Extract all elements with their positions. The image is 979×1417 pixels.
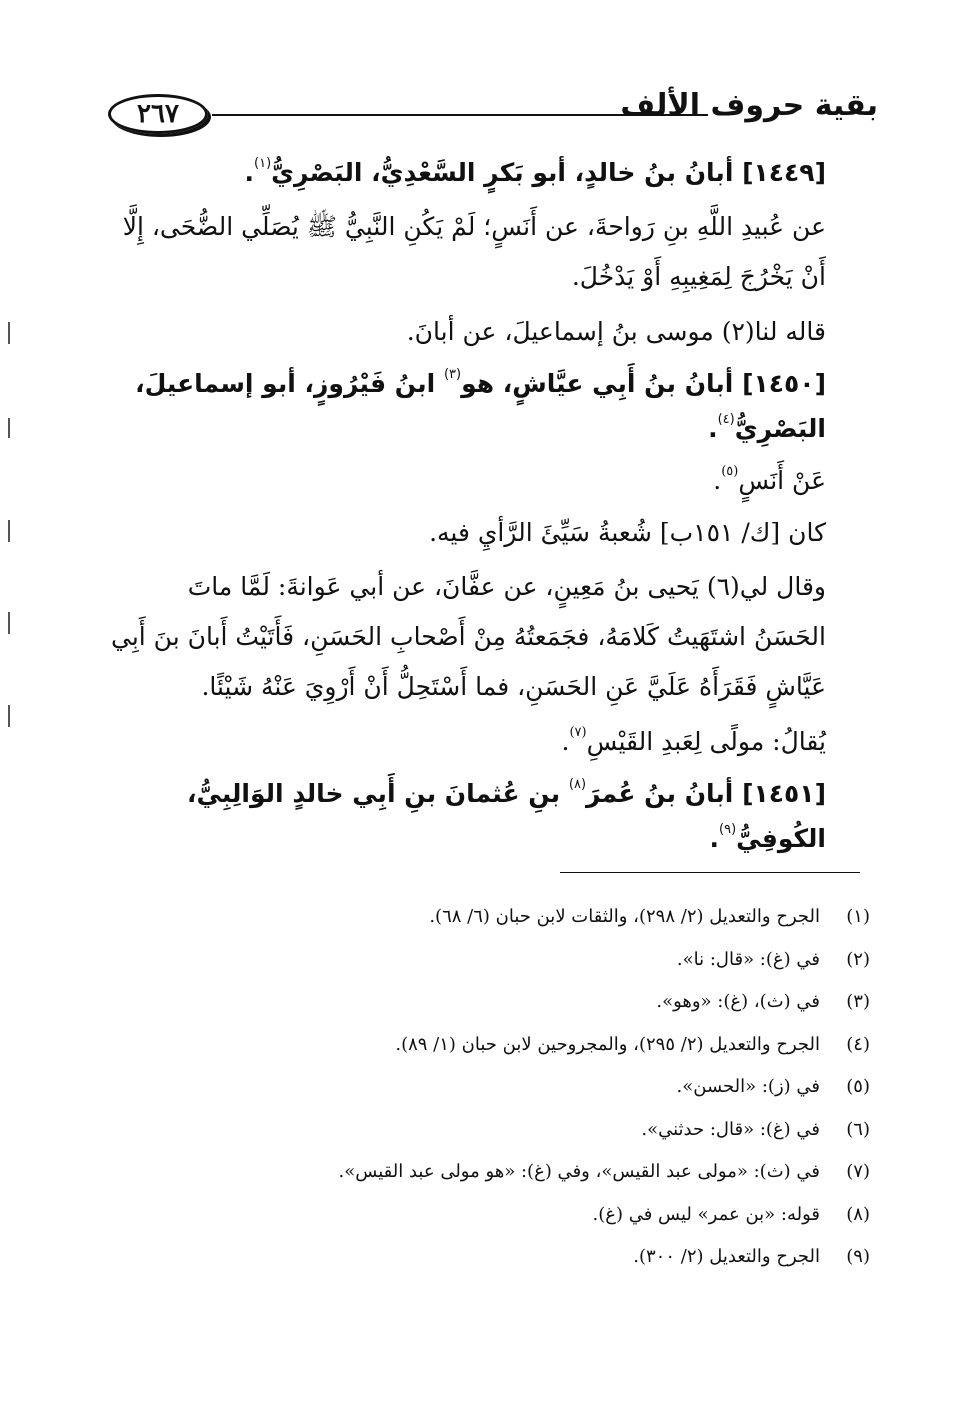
footnote [200,981,870,1023]
footnote-text: الجرح والتعديل (٢/ ٢٩٨)، والثقات لابن حبان (٦/ ٦٨). [429,906,820,927]
footnote-ref: (٧) [569,725,587,740]
running-title: بقية حروف الألف [620,88,878,123]
footnote-text: الجرح والتعديل (٢/ ٣٠٠). [633,1246,820,1267]
entry-heading-1449: [١٤٤٩] أبانُ بنُ خالدٍ، أبو بَكرٍ السَّعْدِيُّ، البَصْرِيُّ$^{(١)}$. [244,156,826,187]
footnote-number: (٦) [846,1118,870,1140]
footnote-ref: (٤) [717,412,735,427]
paragraph: عن عُبيدِ اللَّهِ بنِ رَواحةَ، عن أَنَسٍ؛ لَمْ يَكُنِ النَّبِيُّ ﷺ يُصَلِّي الضُّحَى، إِلَّا أَنْ يَخْرُجَ لِمَغِيبِهِ أَوْ يَدْخُلَ. [122,212,826,291]
footnote-number: (٨) [846,1203,870,1225]
footnote-text: في (غ): «قال: حدثني». [641,1118,820,1140]
footnote-number: (١) [846,906,870,927]
footnote-number: (٣) [846,991,870,1012]
scan-margin-mark [8,612,10,634]
entry-heading-1450: [١٤٥٠] أبانُ بنُ أَبِي عيَّاشٍ، هو$^{(٣)}$ ابنُ فَيْرُوزٍ، أبو إسماعيلَ، البَصْرِيُّ$^{(٤)}$. [135,367,826,443]
scan-margin-mark [8,705,10,727]
footnote-text: الجرح والتعديل (٢/ ٢٩٥)، والمجروحين لابن حبان (١/ ٨٩). [395,1033,820,1055]
paragraph: وقال لي(٦) يَحيى بنُ مَعِينٍ، عن عفَّانَ، عن أبي عَوانةَ: لَمَّا ماتَ الحَسَنُ اشتَهَيتُ كَلامَهُ، فجَمَعتُهُ مِنْ أَصْحابِ الحَسَنِ، فَأَتَيْتُ أَبانَ بنَ أَبِي عَيَّاشٍ فَقَرَأَهُ عَلَيَّ عَنِ الحَسَنِ، فما أَسْتَحِلُّ أَنْ أَرْوِيَ عَنْهُ شَيْئًا. [110,572,826,701]
footnote-separator [560,872,860,873]
footnote-text: في (غ): «قال: نا». [676,948,820,970]
footnote [200,1066,870,1108]
footnote-ref: (٩) [719,822,737,837]
footnote-number: (٥) [846,1076,870,1097]
footnote-number: (٧) [846,1161,870,1182]
footnote [200,939,870,981]
footnote-number: (٤) [846,1033,870,1055]
footnotes-list [200,896,870,1279]
scan-margin-mark [8,322,10,344]
page-header [108,88,878,140]
scan-margin-mark [8,418,10,438]
footnote-ref: (١) [254,156,272,171]
footnote-ref: (٥) [721,464,739,479]
footnote-text: في (ز): «الحسن». [676,1076,820,1097]
paragraph: كان [ك/ ١٥١ب] شُعبةُ سَيِّئَ الرَّأيِ فيه. [429,518,826,547]
main-text [108,150,878,868]
footnote [200,1194,870,1236]
paragraph: قاله لنا(٢) موسى بنُ إسماعيلَ، عن أبانَ. [406,317,826,346]
footnote [200,896,870,938]
footnote-text: قوله: «بن عمر» ليس في (غ). [592,1203,820,1225]
footnote [200,1151,870,1193]
footnote-number: (٢) [846,948,870,970]
entry-heading-1451: [١٤٥١] أبانُ بنُ عُمرَ$^{(٨)}$ بنِ عُثمانَ بنِ أَبِي خالدٍ الوَالِبِيُّ، الكُوفِيُّ$^{(٩)}$. [187,777,826,853]
footnote-text: في (ث)، (غ): «وهو». [656,991,820,1012]
footnote-text: في (ث): «مولى عبد القيس»، وفي (غ): «هو مولى عبد القيس». [338,1161,820,1182]
footnote-ref: (٣) [443,367,462,382]
entry-heading-text: [١٤٤٩] أبانُ بنُ خالدٍ، أبو بَكرٍ السَّعْدِيُّ، البَصْرِيُّ [271,158,826,187]
footnote [200,1024,870,1066]
scan-margin-mark [8,520,10,542]
footnote [200,1236,870,1278]
paragraph: عَنْ أَنَسٍ$^{(٥)}$. [713,464,826,495]
footnote-number: (٩) [846,1246,870,1267]
footnote-ref: (٨) [568,777,587,792]
page-number: ٢٦٧ [108,94,208,134]
footnote [200,1109,870,1151]
paragraph: يُقالُ: مولًى لِعَبدِ القَيْسِ$^{(٧)}$. [561,725,826,756]
